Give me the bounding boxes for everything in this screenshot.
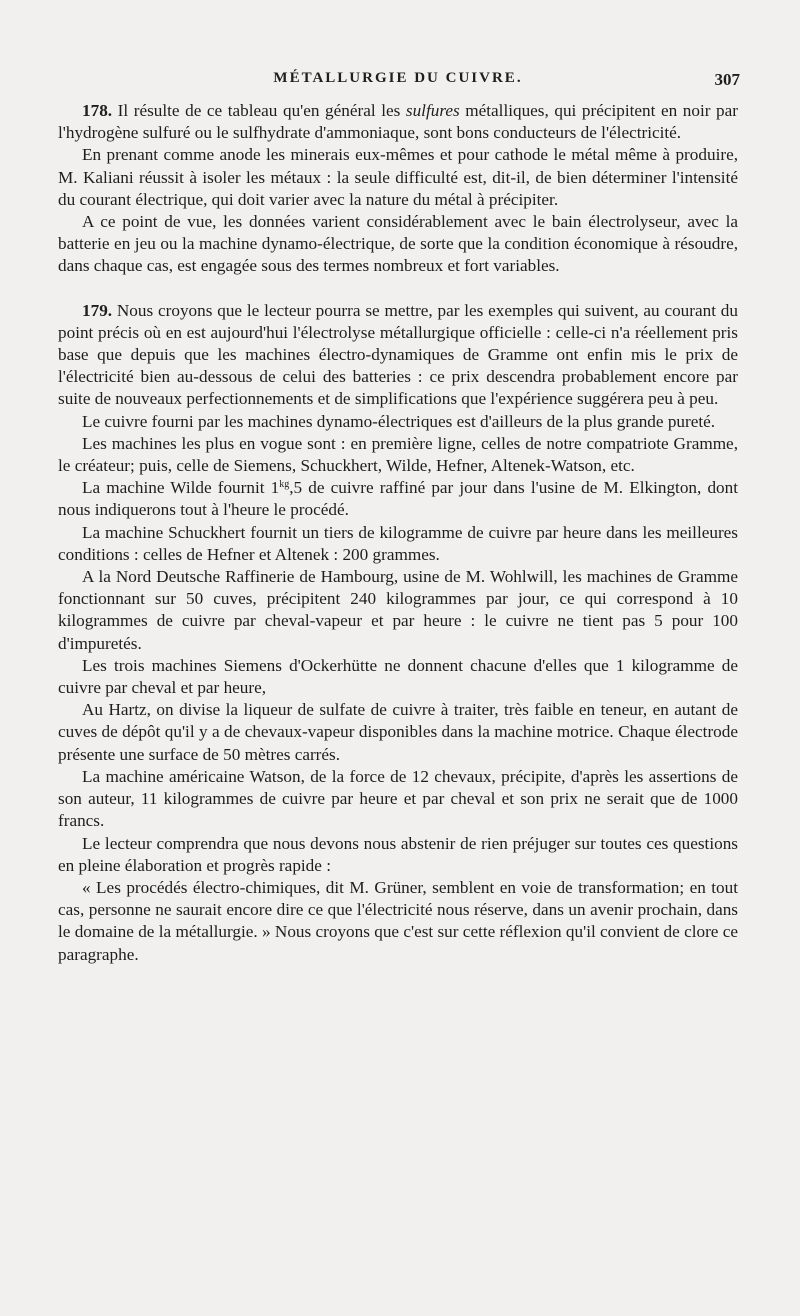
paragraph bbox=[58, 477, 738, 521]
paragraph: La machine américaine Watson, de la force de 12 chevaux, précipite, d'après les assertions de son auteur, 11 kilogrammes de cuivre par heure et par cheval et son prix ne serait que de 1000 francs. bbox=[58, 766, 738, 831]
paragraph-text: La machine Wilde fournit 1 bbox=[82, 478, 280, 498]
paragraph: Les trois machines Siemens d'Ockerhütte ne donnent chacune d'elles que 1 kilogramme de cuivre par cheval et par heure, bbox=[58, 655, 738, 698]
page-number: 307 bbox=[714, 70, 740, 89]
paragraph-number: 179. bbox=[82, 300, 113, 320]
italic-term: sulfures bbox=[405, 101, 460, 120]
paragraph: A la Nord Deutsche Raffinerie de Hambourg, usine de M. Wohlwill, les machines de Gramme fonctionnant sur 50 cuves, précipitent 240 kilogrammes par jour, ce qui correspond à 10 kilogrammes de cuivre par cheval-vapeur et par heure : le cuivre ne tient pas 5 pour 100 d'impuretés. bbox=[58, 567, 738, 653]
paragraph: La machine Schuckhert fournit un tiers de kilogramme de cuivre par heure dans les meilleures conditions : celles de Hefner et Altenek : 200 grammes. bbox=[58, 522, 738, 564]
page-body bbox=[58, 100, 738, 966]
paragraph: Les machines les plus en vogue sont : en première ligne, celles de notre compatriote Gramme, le créateur; puis, celle de Siemens, Schuckhert, Wilde, Hefner, Altenek-Watson, etc. bbox=[58, 433, 738, 476]
paragraph-number: 178. bbox=[82, 101, 113, 120]
paragraph-text: métalliques, qui précipitent en noir par l'hydrogène sulfuré ou le sulfhydrate d'ammoniaque, sont bons conducteurs de l'électricité. bbox=[58, 101, 739, 143]
paragraph: A ce point de vue, les données varient considérablement avec le bain électrolyseur, avec la batterie en jeu ou la machine dynamo-électrique, de sorte que la condition économique à résoudre, dans chaque cas, est engagée sous des termes nombreux et fort variables. bbox=[58, 212, 738, 276]
running-title: MÉTALLURGIE DU CUIVRE. bbox=[273, 70, 523, 86]
paragraph-178 bbox=[58, 100, 738, 144]
quotation-paragraph: « Les procédés électro-chimiques, dit M. Grüner, semblent en voie de transformation; en tout cas, personne ne saurait encore dire ce que l'électricité nous réserve, dans un avenir prochain, dans le domaine de la métallurgie. » Nous croyons que c'est sur cette réflexion qu'il convient de clore ce paragraphe. bbox=[58, 877, 738, 964]
paragraph: Le lecteur comprendra que nous devons nous abstenir de rien préjuger sur toutes ces questions en pleine élaboration et progrès rapide : bbox=[58, 833, 738, 875]
paragraph: Le cuivre fourni par les machines dynamo-électriques est d'ailleurs de la plus grande pureté. bbox=[82, 411, 716, 431]
paragraph-179 bbox=[58, 300, 738, 411]
paragraph: En prenant comme anode les minerais eux-mêmes et pour cathode le métal même à produire, M. Kaliani réussit à isoler les métaux : la seule difficulté est, dit-il, de bien déterminer l'intensité du courant électrique, qui doit varier avec la nature du métal à précipiter. bbox=[58, 145, 738, 209]
paragraph-text: ,5 de cuivre raffiné par jour dans l'usine de M. Elkington, dont nous indiquerons tout à l'heure le procédé. bbox=[58, 478, 738, 520]
paragraph-text: Nous croyons que le lecteur pourra se mettre, par les exemples qui suivent, au courant du point précis où en est aujourd'hui l'électrolyse métallurgique officielle : celle-ci n'a réellement pris base que depuis que les machines électro-dynamiques de Gramme ont enfin mis le prix de l'électricité bien au-dessous de celui des batteries : ce prix descendra probablement encore par suite de nouveaux perfectionnements et de simplifications que l'expérience suggérera peu à peu. bbox=[58, 300, 738, 409]
paragraph: Au Hartz, on divise la liqueur de sulfate de cuivre à traiter, très faible en teneur, en autant de cuves de dépôt qu'il y a de chevaux-vapeur disponibles dans la machine motrice. Chaque électrode présente une surface de 50 mètres carrés. bbox=[58, 700, 738, 764]
page-header bbox=[58, 70, 738, 94]
section-gap bbox=[58, 278, 738, 300]
paragraph-text: Il résulte de ce tableau qu'en général les bbox=[112, 101, 406, 120]
unit-superscript: kg bbox=[279, 479, 290, 491]
